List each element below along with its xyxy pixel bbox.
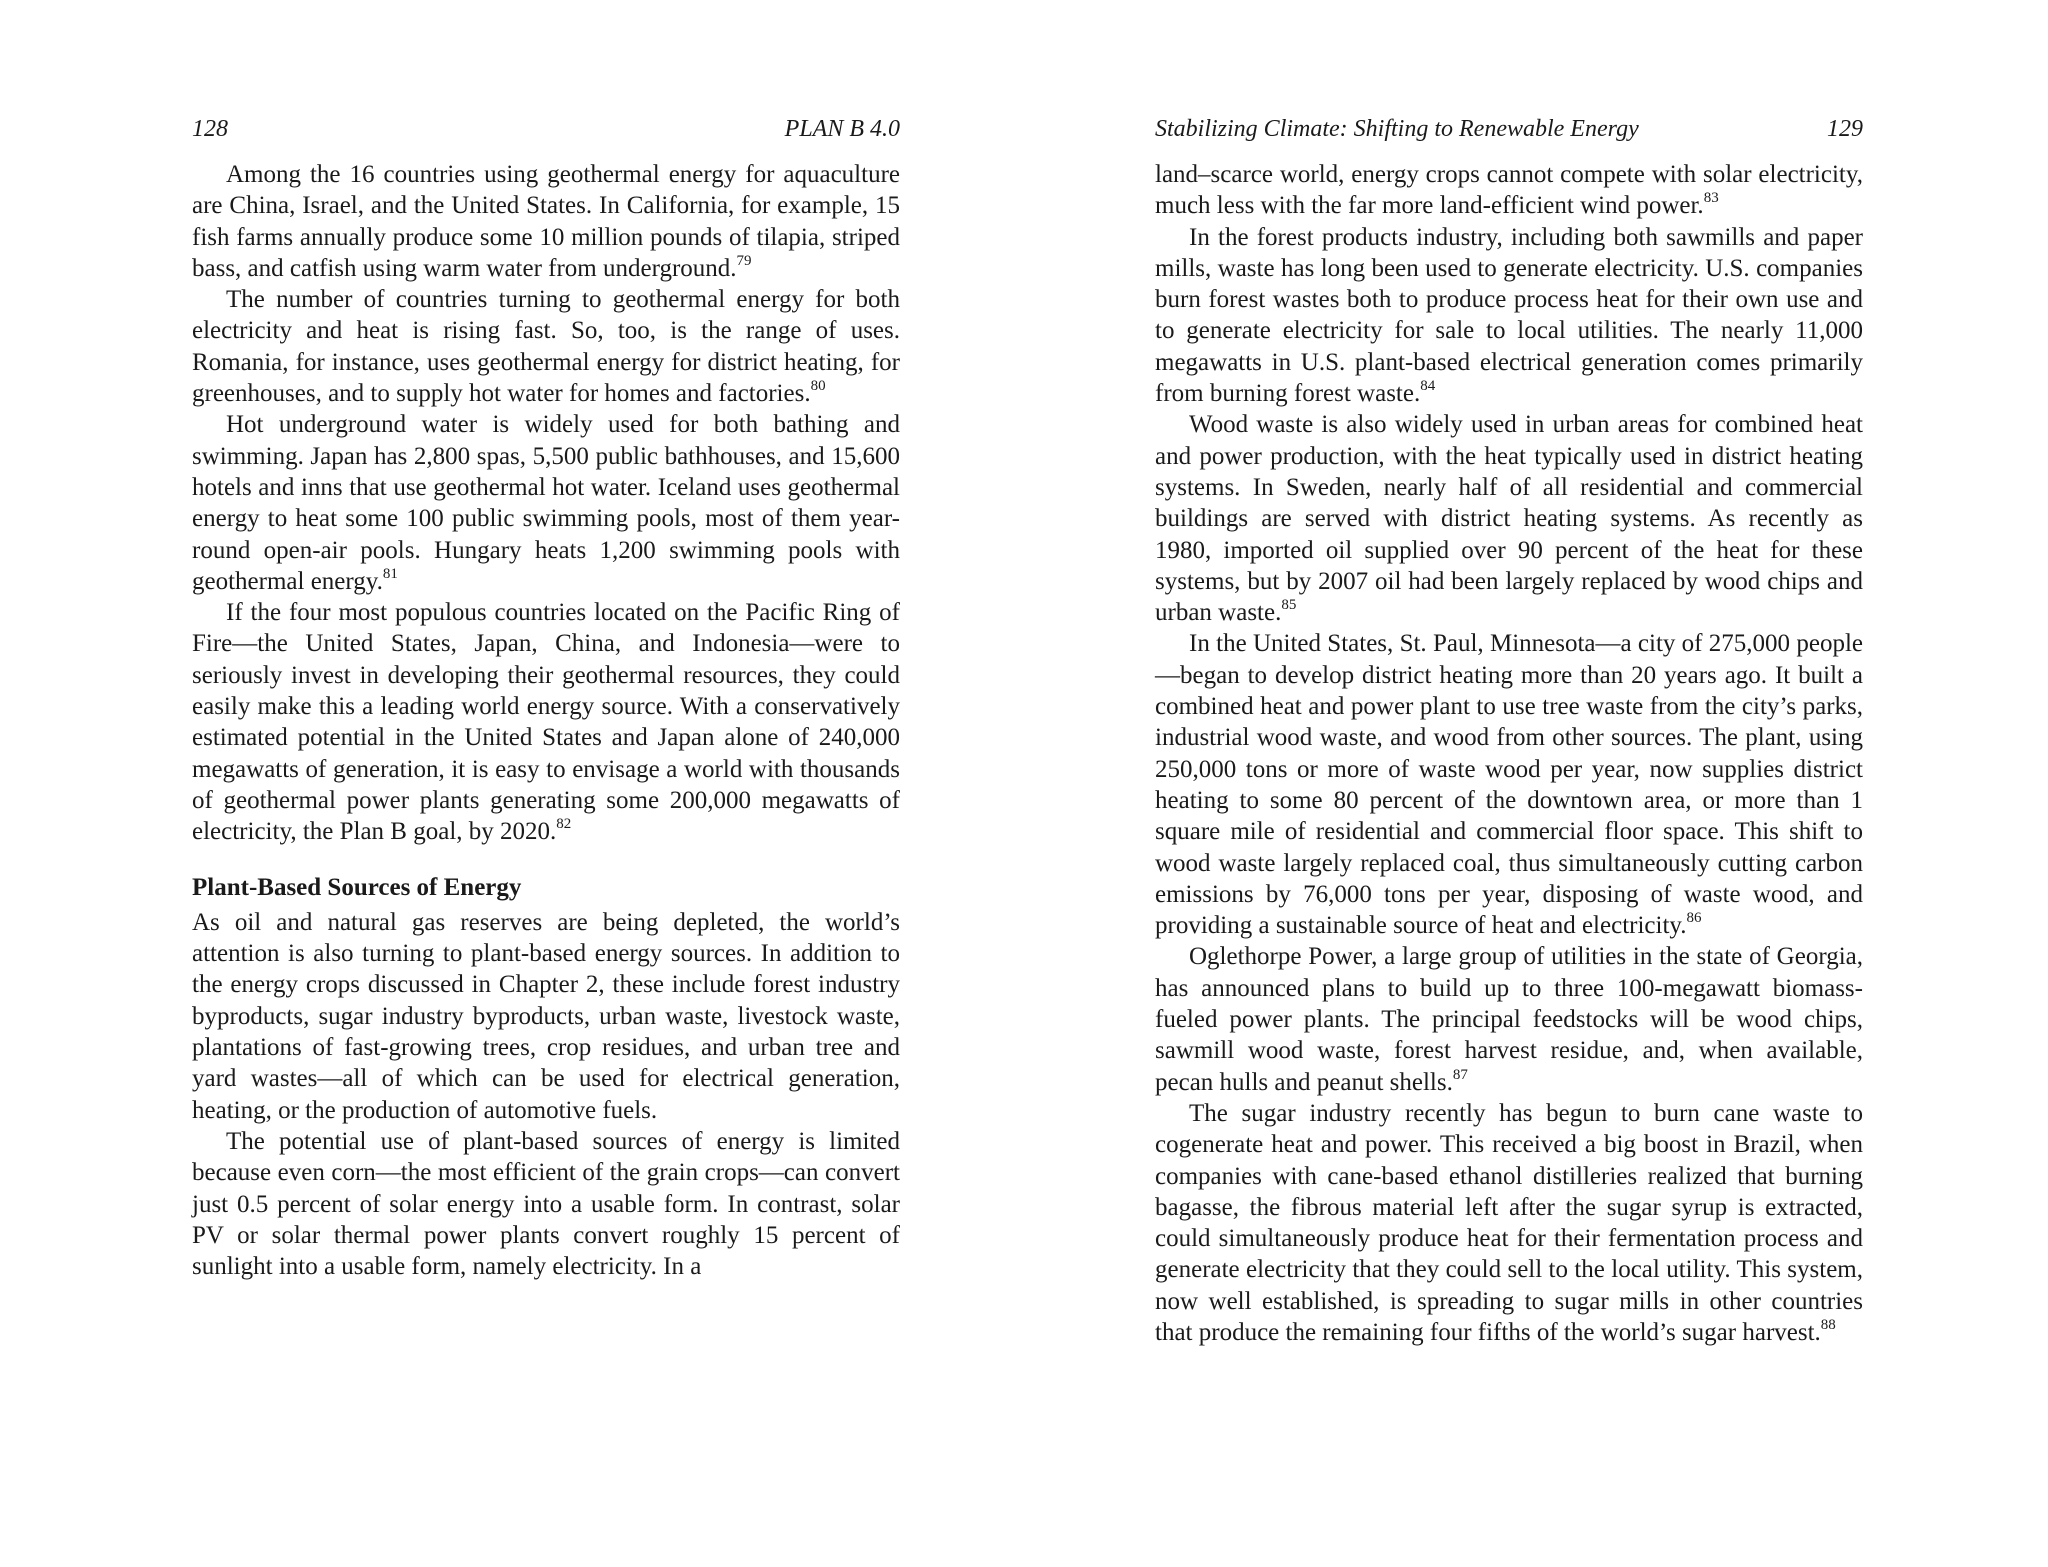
paragraph xyxy=(192,907,900,1126)
body-text xyxy=(1155,159,1863,1348)
paragraph-text: The number of countries turning to geothermal energy for both electricity and heat is rising fast. So, too, is the range of uses. Romania, for instance, uses geothermal energy for district heating, for greenhouses, and to supply hot water for homes and factories. xyxy=(192,286,900,408)
page-number: 128 xyxy=(192,116,228,142)
paragraph-text: As oil and natural gas reserves are being depleted, the world’s attention is also turning to plant-based energy sources. In addition to the energy crops discussed in Chapter 2, these include forest industry byproducts, sugar industry byproducts, urban waste, livestock waste, plantations of fast-growing trees, crop residues, and urban tree and yard wastes—all of which can be used for electrical generation, heating, or the production of automotive fuels. xyxy=(192,908,900,1124)
footnote-ref: 85 xyxy=(1281,597,1297,614)
footnote-ref: 81 xyxy=(382,565,398,582)
paragraph xyxy=(192,1126,900,1282)
paragraph-text: Wood waste is also widely used in urban areas for combined heat and power production, with the heat typically used in district heating systems. In Sweden, nearly half of all residential and commercial buildings are served with district heating systems. As recently as 1980, imported oil supplied over 90 percent of the heat for these systems, but by 2007 oil had been largely replaced by wood chips and urban waste. xyxy=(1155,411,1863,627)
paragraph-text: In the forest products industry, including both sawmills and paper mills, waste has long been used to generate electricity. U.S. companies burn forest wastes both to produce process heat for their own use and to generate electricity for sale to local utilities. The nearly 11,000 megawatts in U.S. plant-based electrical generation comes primarily from burning forest waste. xyxy=(1155,223,1863,408)
paragraph xyxy=(192,597,900,847)
footnote-ref: 84 xyxy=(1420,378,1436,395)
page-number: 129 xyxy=(1827,116,1863,142)
footnote-ref: 86 xyxy=(1686,910,1702,927)
footnote-ref: 80 xyxy=(810,378,826,395)
paragraph xyxy=(1155,1098,1863,1348)
footnote-ref: 79 xyxy=(736,252,752,269)
paragraph-text: If the four most populous countries located on the Pacific Ring of Fire—the United States, Japan, China, and Indonesia—were to seriously invest in developing their geothermal resources, they could easily make this a leading world energy source. With a conservatively estimated potential in the United States and Japan alone of 240,000 megawatts of generation, it is easy to envisage a world with thousands of geothermal power plants generating some 200,000 megawatts of electricity, the Plan B goal, by 2020. xyxy=(192,599,900,846)
paragraph-text: The potential use of plant-based sources of energy is limited because even corn—the most efficient of the grain crops—can convert just 0.5 percent of solar energy into a usable form. In contrast, solar PV or solar thermal power plants convert roughly 15 percent of sunlight into a usable form, namely electricity. In a xyxy=(192,1127,900,1281)
paragraph xyxy=(192,159,900,284)
paragraph xyxy=(1155,941,1863,1097)
paragraph-text: Hot underground water is widely used for both bathing and swimming. Japan has 2,800 spas, 5,500 public bathhouses, and 15,600 hotels and inns that use geothermal hot water. Iceland uses geothermal energy to heat some 100 public swimming pools, most of them year-round open-air pools. Hungary heats 1,200 swimming pools with geothermal energy. xyxy=(192,411,900,595)
paragraph xyxy=(192,284,900,409)
section-heading: Plant-Based Sources of Energy xyxy=(192,873,522,901)
running-head xyxy=(192,114,900,144)
paragraph xyxy=(1155,222,1863,410)
paragraph-text: The sugar industry recently has begun to burn cane waste to cogenerate heat and power. This received a big boost in Brazil, when companies with cane-based ethanol distilleries realized that burning bagasse, the fibrous material left after the sugar syrup is extracted, could simultaneously produce heat for their fermentation process and generate electricity that they could sell to the local utility. This system, now well established, is spreading to sugar mills in other countries that produce the remaining four fifths of the world’s sugar harvest. xyxy=(1155,1099,1863,1346)
paragraph-text: In the United States, St. Paul, Minnesota—a city of 275,000 people—began to develop district heating more than 20 years ago. It built a combined heat and power plant to use tree waste from the city’s parks, industrial wood waste, and wood from other sources. The plant, using 250,000 tons or more of waste wood per year, now supplies district heating to some 80 percent of the downtown area, or more than 1 square mile of residential and commercial floor space. This shift to wood waste largely replaced coal, thus simultaneously cutting carbon emissions by 76,000 tons per year, disposing of waste wood, and providing a sustainable source of heat and electricity. xyxy=(1155,630,1863,940)
footnote-ref: 83 xyxy=(1703,190,1719,207)
running-title: PLAN B 4.0 xyxy=(784,116,900,142)
paragraph xyxy=(1155,628,1863,941)
footnote-ref: 82 xyxy=(556,816,572,833)
paragraph xyxy=(1155,409,1863,628)
body-text xyxy=(192,159,900,1282)
running-head xyxy=(1155,114,1863,144)
paragraph xyxy=(1155,159,1863,222)
paragraph-text: Oglethorpe Power, a large group of utilities in the state of Georgia, has announced plans to build up to three 100-megawatt biomass-fueled power plants. The principal feedstocks will be wood chips, sawmill wood waste, forest harvest residue, and, when available, pecan hulls and peanut shells. xyxy=(1155,943,1863,1096)
paragraph-text: Among the 16 countries using geothermal energy for aquaculture are China, Israel, and the United States. In California, for example, 15 fish farms annually produce some 10 million pounds of tilapia, striped bass, and catfish using warm water from underground. xyxy=(192,161,900,282)
footnote-ref: 88 xyxy=(1820,1316,1836,1333)
paragraph-text: land–scarce world, energy crops cannot compete with solar electricity, much less with the far more land-efficient wind power. xyxy=(1155,161,1863,220)
running-title: Stabilizing Climate: Shifting to Renewable Energy xyxy=(1155,116,1639,142)
paragraph xyxy=(192,409,900,597)
footnote-ref: 87 xyxy=(1452,1066,1468,1083)
